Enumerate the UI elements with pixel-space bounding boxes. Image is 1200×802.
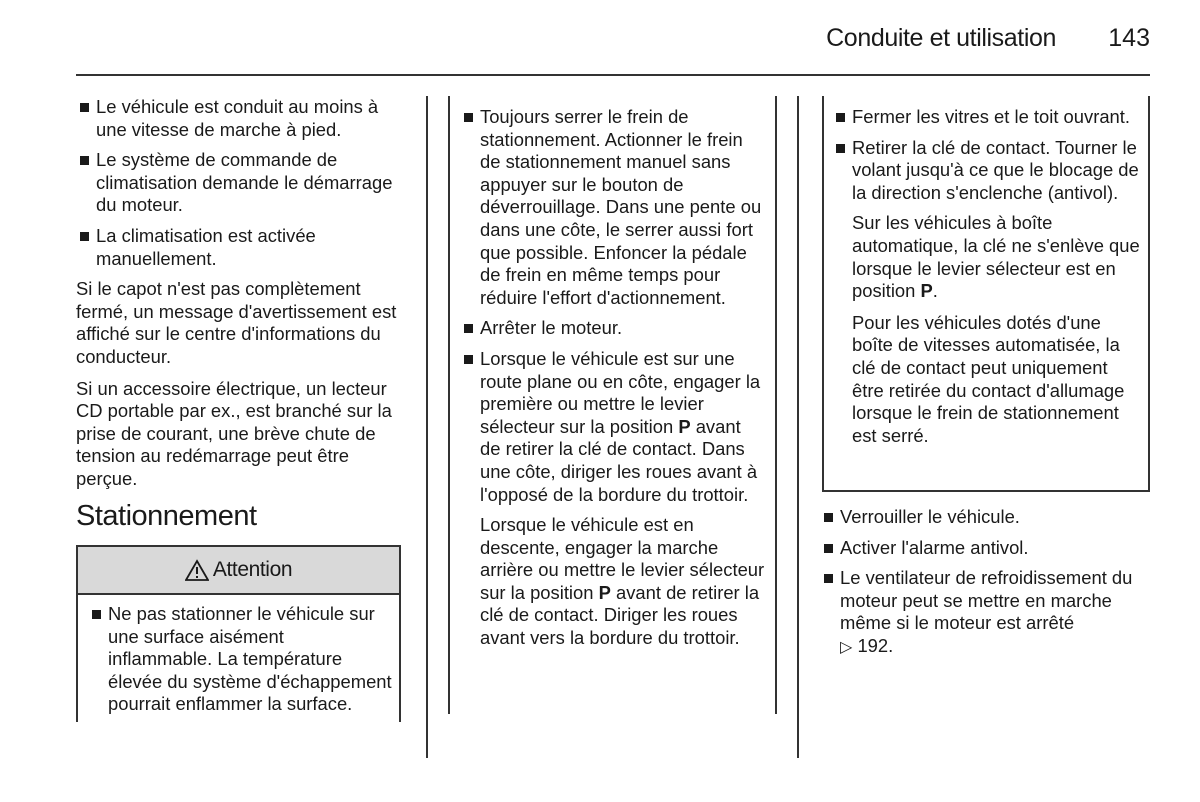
warning-border-left	[76, 595, 78, 722]
column-2-frame-right	[775, 96, 777, 714]
warning-title: Attention	[212, 558, 293, 581]
warning-box	[76, 545, 401, 725]
column-divider-2	[797, 96, 799, 758]
sub-paragraph	[832, 212, 1140, 302]
list-item: Activer l'alarme antivol.	[820, 537, 1142, 560]
sub-paragraph	[460, 514, 765, 650]
page-ref[interactable]: 192.	[857, 634, 894, 656]
list-item	[820, 567, 1142, 659]
page-number: 143	[1108, 24, 1150, 52]
text-run: avant de retirer la clé de contact. Diriger les roues avant vers la bordure du trottoir.	[480, 581, 760, 649]
text-run: Le ventilateur de refroidissement du moteur peut se mettre en marche même si le moteur est arrêté	[840, 567, 1133, 634]
column-divider-1	[426, 96, 428, 758]
text-run: Sur les véhicules à boîte automatique, la clé ne s'enlève que lorsque le levier sélecteur est en position	[852, 212, 1140, 302]
text-run: Lorsque le véhicule est en descente, engager la marche arrière ou mettre le levier sélecteur sur la position	[480, 514, 765, 603]
column-3-box-content	[832, 106, 1140, 456]
list-item: Arrêter le moteur.	[460, 317, 765, 340]
paragraph-capot: Si le capot n'est pas complètement fermé, un message d'avertissement est affiché sur le centre d'informations du conducteur.	[76, 278, 397, 367]
position-p: P	[678, 415, 691, 437]
list-item: La climatisation est activée manuellement.	[76, 225, 408, 270]
section-heading: Stationnement	[76, 500, 257, 532]
list-item	[460, 348, 765, 506]
page-ref-arrow-icon: ▷	[840, 638, 853, 656]
list-item: Ne pas stationner le véhicule sur une surface aisément inflammable. La température élevée du système d'échappement pourrait enflammer la surface.	[88, 603, 393, 716]
list-item: Verrouiller le véhicule.	[820, 506, 1142, 529]
position-p: P	[920, 280, 933, 302]
warning-triangle-icon	[185, 559, 209, 581]
list-item: Toujours serrer le frein de stationnement. Actionner le frein de stationnement manuel sans appuyer sur le bouton de déverrouillage. Dans une pente ou dans une côte, le serrer aussi fort que possible. Enfoncer la pédale de frein en même temps pour réduire l'effort d'actionnement.	[460, 106, 765, 309]
warning-body	[88, 603, 393, 724]
text-run: avant de retirer la clé de contact. Dans une côte, diriger les roues avant à l'opposé de la bordure du trottoir.	[480, 415, 758, 505]
sub-paragraph: Pour les véhicules dotés d'une boîte de vitesses automatisée, la clé de contact peut uniquement être retirée du contact d'allumage lorsque le frein de stationnement est serré.	[852, 311, 1125, 446]
header-rule	[76, 74, 1150, 76]
list-item: Le système de commande de climatisation demande le démarrage du moteur.	[76, 149, 408, 217]
column-3	[820, 506, 1142, 668]
page-header-title: Conduite et utilisation	[826, 24, 1056, 52]
list-item: Retirer la clé de contact. Tourner le volant jusqu'à ce que le blocage de la direction s'enclenche (antivol).	[832, 137, 1140, 205]
list-item: Le véhicule est conduit au moins à une vitesse de marche à pied.	[76, 96, 408, 141]
position-p: P	[598, 581, 611, 603]
text-run: .	[932, 280, 938, 302]
column-2	[460, 106, 765, 659]
paragraph-accessoire: Si un accessoire électrique, un lecteur CD portable par ex., est branché sur la prise de courant, une brève chute de tension au redémarrage peut être perçue.	[76, 377, 392, 489]
warning-header	[76, 545, 401, 595]
warning-border-right	[399, 595, 401, 722]
list-item: Fermer les vitres et le toit ouvrant.	[832, 106, 1140, 129]
column-1	[76, 96, 408, 500]
text-run: Lorsque le véhicule est sur une route plane ou en côte, engager la première ou mettre le levier sélecteur sur la position	[480, 347, 761, 437]
column-2-frame-left	[448, 96, 450, 714]
